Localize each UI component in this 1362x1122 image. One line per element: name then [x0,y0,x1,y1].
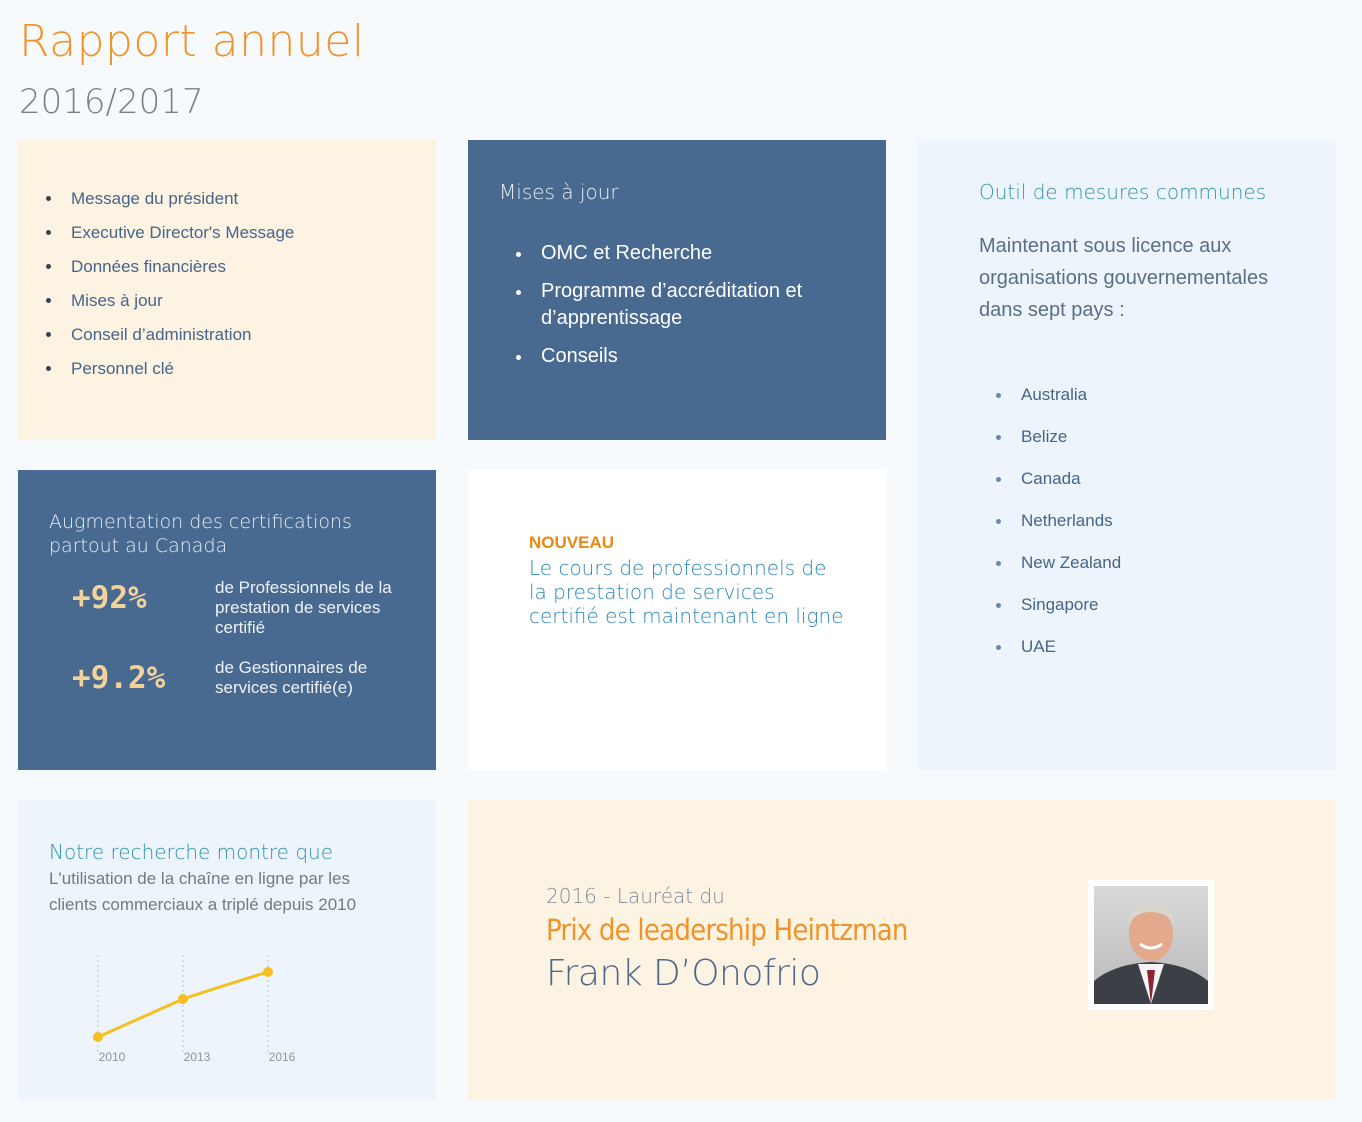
country-item: Singapore [1021,594,1121,636]
nav-link-updates[interactable]: Mises à jour [71,290,294,324]
news-text[interactable]: Le cours de professionnels de la prestation de services certifié est maintenant en ligne [529,556,844,628]
updates-item-accreditation[interactable]: Programme d’accréditation et d’apprentissage [541,278,841,332]
award-winner-name: Frank D’Onofrio [546,953,821,994]
research-card [18,800,436,1100]
award-card [468,800,1336,1100]
winner-photo [1088,880,1214,1010]
research-title: Notre recherche montre que [49,840,334,864]
chart-data-point [178,994,188,1004]
nav-link-key-staff[interactable]: Personnel clé [71,358,294,392]
stat-label-managers: de Gestionnaires de services certifié(e) [215,658,368,697]
measurement-tool-card [918,140,1336,770]
chart-data-point [263,967,273,977]
chart-data-point [93,1032,103,1042]
country-item: UAE [1021,636,1121,678]
certification-stats-card [18,470,436,770]
country-item: New Zealand [1021,552,1121,594]
chart-x-tick-label: 2016 [268,1050,296,1064]
nav-link-executive-director[interactable]: Executive Director's Message [71,222,294,256]
stat-label-professionals: de Professionnels de la prestation de services certifié [215,578,392,637]
country-item: Netherlands [1021,510,1121,552]
country-item: Belize [1021,426,1121,468]
updates-list [541,240,841,381]
nav-link-president[interactable]: Message du président [71,188,294,222]
stats-title: Augmentation des certifications partout au Canada [49,511,352,557]
report-year: 2016/2017 [19,82,204,122]
updates-item-board-advice[interactable]: Conseils [541,343,841,370]
news-card[interactable] [468,470,886,770]
updates-title: Mises à jour [499,180,619,204]
award-year-line: 2016 - Lauréat du [546,884,725,908]
stat-value-professionals: +92% [72,580,147,616]
portrait-icon [1094,886,1208,1004]
research-text: L'utilisation de la chaîne en ligne par les clients commerciaux a triplé depuis 2010 [49,869,357,914]
navigation-card [18,140,436,440]
country-item: Australia [1021,384,1121,426]
navigation-list [71,188,294,392]
new-badge: NOUVEAU [529,533,615,552]
country-list [1021,384,1121,678]
nav-link-board[interactable]: Conseil d’administration [71,324,294,358]
award-title: Prix de leadership Heintzman [546,913,908,947]
updates-item-omc[interactable]: OMC et Recherche [541,240,841,267]
stat-value-managers: +9.2% [72,660,166,696]
report-title: Rapport annuel [19,16,365,67]
updates-card [468,140,886,440]
nav-link-financial-data[interactable]: Données financières [71,256,294,290]
tool-title: Outil de mesures communes [979,180,1267,204]
chart-x-tick-label: 2010 [98,1050,126,1064]
tool-description: Maintenant sous licence aux organisations gouvernementales dans sept pays : [979,235,1269,321]
chart-x-tick-label: 2013 [183,1050,211,1064]
country-item: Canada [1021,468,1121,510]
growth-line-chart [78,945,338,1075]
